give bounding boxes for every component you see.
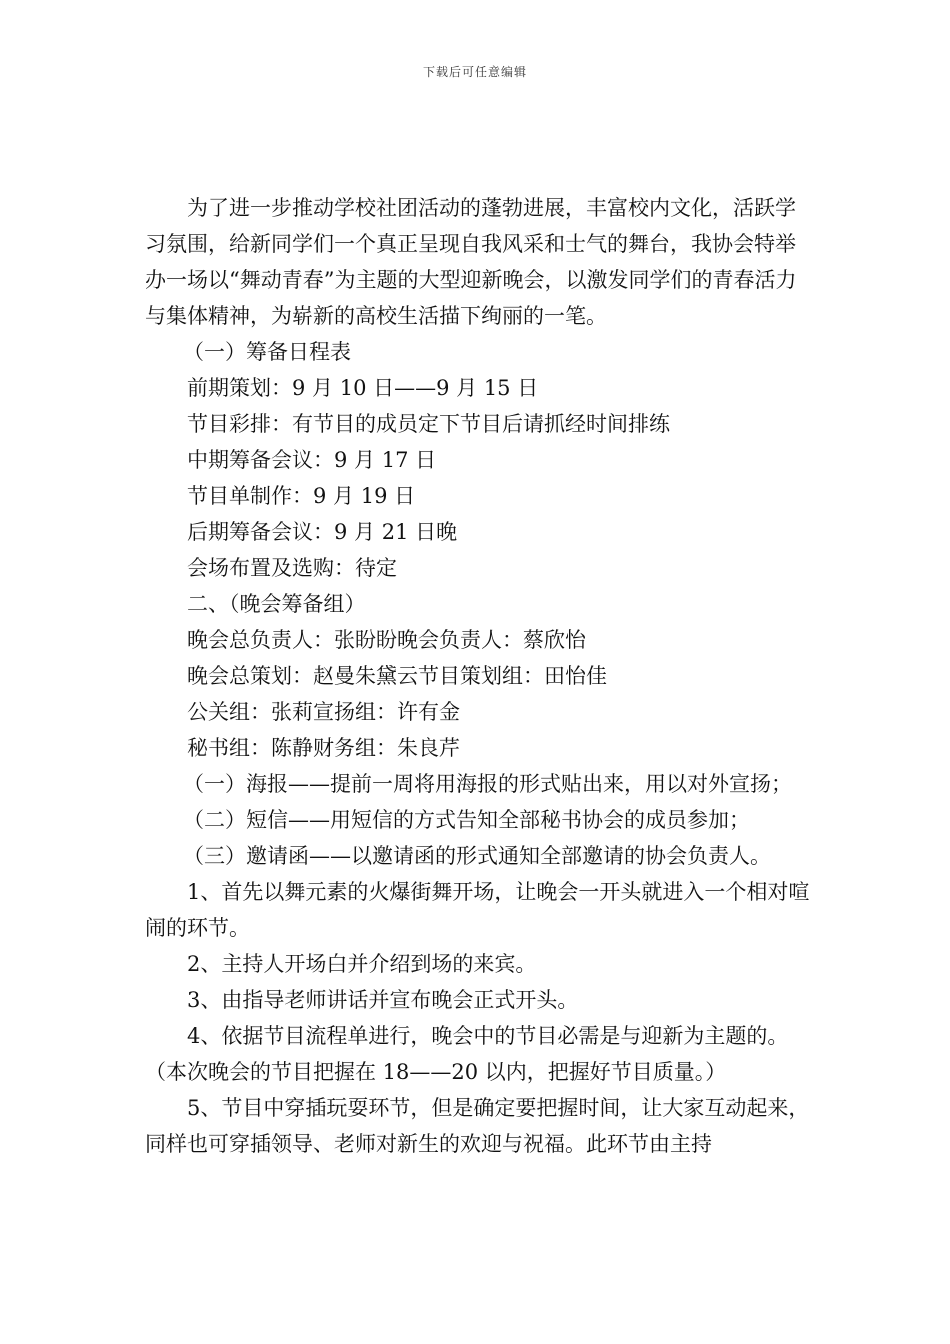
schedule-item: 前期策划：9 月 10 日——9 月 15 日: [187, 376, 539, 400]
group-item: 秘书组：陈静财务组：朱良芹: [187, 736, 460, 760]
schedule-item: 中期筹备会议：9 月 17 日: [187, 448, 437, 472]
promotion-item: （一）海报——提前一周将用海报的形式贴出来，用以对外宣扬；: [183, 772, 792, 796]
group-item: 晚会总负责人：张盼盼晚会负责人：蔡欣怡: [187, 628, 586, 652]
group-item: 晚会总策划：赵曼朱黛云节目策划组：田怡佳: [187, 664, 607, 688]
schedule-item: 后期筹备会议：9 月 21 日晚: [187, 520, 458, 544]
promotion-item: （二）短信——用短信的方式告知全部秘书协会的成员参加；: [183, 808, 750, 832]
group-heading: 二、（晚会筹备组）: [187, 592, 366, 616]
intro-paragraph: 为了进一步推动学校社团活动的蓬勃进展，丰富校内文化，活跃学习氛围，给新同学们一个真正呈现自我风采和士气的舞台，我协会特举办一场以“舞动青春”为主题的大型迎新晚会，以激发同学们的青春活力与集体精神，为崭新的高校生活描下绚丽的一笔。: [145, 196, 797, 328]
group-item: 公关组：张莉宣扬组：许有金: [187, 700, 460, 724]
program-item: 3、由指导老师讲话并宣布晚会正式开头。: [187, 988, 579, 1012]
page-header: 下载后可任意编辑: [422, 65, 527, 79]
program-item: 4、依据节目流程单进行，晚会中的节目必需是与迎新为主题的。（本次晚会的节目把握在 18——20 以内，把握好节目质量。）: [145, 1024, 789, 1084]
document-body: [145, 190, 813, 1162]
schedule-item: 节目彩排：有节目的成员定下节目后请抓经时间排练: [187, 412, 670, 436]
program-item: 2、主持人开场白并介绍到场的来宾。: [187, 952, 537, 976]
schedule-item: 节目单制作：9 月 19 日: [187, 484, 416, 508]
schedule-item: 会场布置及选购：待定: [187, 556, 397, 580]
schedule-heading: （一）筹备日程表: [183, 340, 351, 364]
promotion-item: （三）邀请函——以邀请函的形式通知全部邀请的协会负责人。: [183, 844, 771, 868]
program-item: 1、首先以舞元素的火爆街舞开场，让晚会一开头就进入一个相对喧闹的环节。: [145, 880, 810, 940]
program-item: 5、节目中穿插玩耍环节，但是确定要把握时间，让大家互动起来，同样也可穿插领导、老师对新生的欢迎与祝福。此环节由主持: [145, 1096, 810, 1156]
